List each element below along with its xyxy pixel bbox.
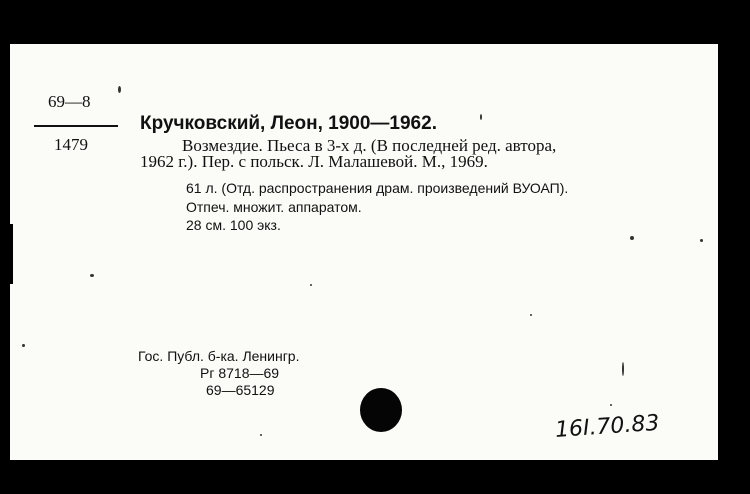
collation-line-3: 28 см. 100 экз. — [186, 217, 281, 233]
speck — [22, 344, 25, 347]
title-line-1: Возмездие. Пьеса в 3-х д. (В последней ред. автора, — [182, 136, 557, 155]
title-line-2: 1962 г.). Пер. с польск. Л. Малашевой. М., 1969. — [140, 152, 488, 171]
card-notch — [10, 224, 13, 284]
collation-line-2: Отпеч. множит. аппаратом. — [186, 199, 362, 215]
speck — [700, 239, 703, 242]
author-heading: Кручковский, Леон, 1900—1962. — [140, 113, 437, 134]
library-line-3: 69—65129 — [206, 382, 275, 398]
speck — [90, 274, 94, 277]
speck — [530, 314, 532, 316]
call-number-rule — [34, 125, 118, 127]
punch-hole — [360, 388, 402, 432]
card-number: 1479 — [54, 135, 88, 154]
speck — [610, 404, 612, 406]
speck — [480, 114, 482, 120]
collation-line-1: 61 л. (Отд. распространения драм. произведений ВУОАП). — [186, 180, 569, 196]
speck — [630, 236, 634, 240]
catalog-card — [10, 44, 718, 460]
handwritten-note: 16I.70.83 — [554, 410, 661, 443]
call-number: 69—8 — [48, 92, 91, 111]
speck — [310, 284, 312, 286]
speck — [622, 362, 624, 376]
speck — [118, 86, 121, 93]
speck — [260, 434, 262, 436]
library-line-1: Гос. Публ. б-ка. Ленингр. — [138, 348, 300, 364]
library-line-2: Рг 8718—69 — [200, 365, 280, 381]
